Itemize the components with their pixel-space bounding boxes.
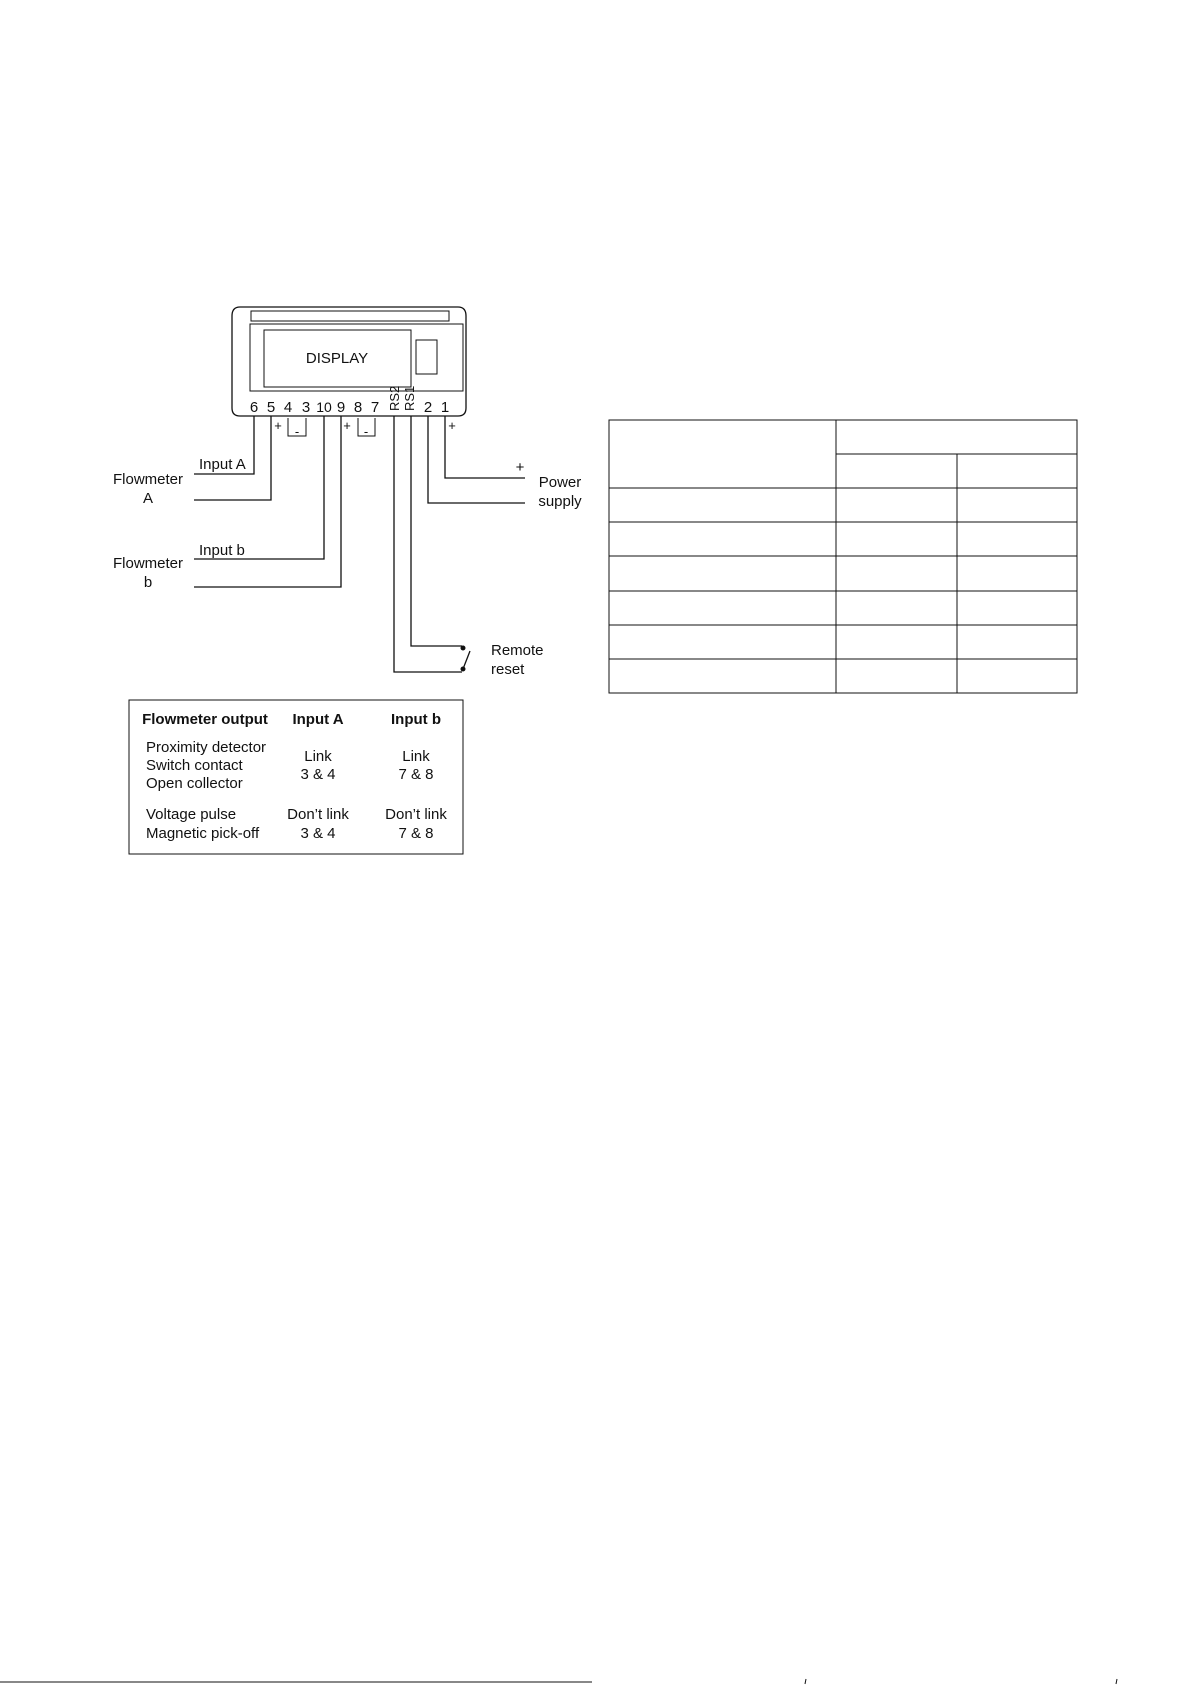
- terminal-6-label: 6: [249, 399, 259, 416]
- group1-input-a-terminals: 3 & 4: [300, 766, 336, 783]
- output-magnetic-pick-off: Magnetic pick-off: [146, 825, 260, 842]
- minus-sign-terminal-4: -: [294, 424, 300, 439]
- wire-power-negative: [428, 416, 525, 503]
- terminal-1-label: 1: [440, 399, 450, 416]
- empty-terminal-table: [609, 420, 1077, 693]
- remote-reset-label-line1: Remote: [491, 642, 544, 659]
- link-table-header-output: Flowmeter output: [142, 711, 268, 728]
- flowmeter-b-label-line2: b: [143, 574, 153, 591]
- wire-remote-reset-rs1: [411, 416, 462, 646]
- flowmeter-b-label-line1: Flowmeter: [112, 555, 184, 572]
- power-supply-label-line2: supply: [538, 493, 582, 510]
- group1-input-b-terminals: 7 & 8: [398, 766, 434, 783]
- plus-sign-terminal-1: +: [448, 418, 456, 433]
- terminal-2-label: 2: [423, 399, 433, 416]
- terminal-8-label: 8: [353, 399, 363, 416]
- flowmeter-a-label-line1: Flowmeter: [112, 471, 184, 488]
- display-top-strip: [251, 311, 449, 321]
- remote-reset-switch: [461, 646, 471, 672]
- input-a-label: Input A: [199, 456, 246, 473]
- terminal-labels: [250, 386, 449, 416]
- wire-input-b-signal: [194, 416, 324, 559]
- terminal-rs2-label: RS2: [387, 385, 402, 411]
- wire-power-positive: [445, 416, 525, 478]
- output-switch-contact: Switch contact: [146, 757, 243, 774]
- group2-input-a-action: Don’t link: [287, 806, 349, 823]
- switch-contact-top: [461, 646, 466, 651]
- flowmeter-a-label-line2: A: [142, 490, 154, 507]
- terminal-4-label: 4: [283, 399, 293, 416]
- power-plus-sign: +: [515, 459, 525, 476]
- display-button: [416, 340, 437, 374]
- field-labels: [113, 456, 582, 678]
- minus-sign-terminal-8: -: [363, 424, 369, 439]
- link-table-header-input-a: Input A: [292, 711, 344, 728]
- group1-input-b-action: Link: [402, 748, 430, 765]
- output-voltage-pulse: Voltage pulse: [146, 806, 237, 823]
- input-b-label: Input b: [199, 542, 245, 559]
- remote-reset-label-line2: reset: [491, 661, 525, 678]
- terminal-10-label: 10: [316, 399, 332, 415]
- terminal-9-label: 9: [336, 399, 346, 416]
- terminal-7-label: 7: [370, 399, 380, 416]
- group2-input-b-action: Don’t link: [385, 806, 447, 823]
- group2-input-b-terminals: 7 & 8: [398, 825, 434, 842]
- link-selection-table: [129, 700, 463, 854]
- output-proximity-detector: Proximity detector: [146, 739, 267, 756]
- display-label: DISPLAY: [305, 350, 369, 367]
- plus-sign-terminal-5: +: [274, 418, 282, 433]
- terminal-rs1-label: RS1: [402, 385, 417, 411]
- terminal-5-label: 5: [266, 399, 276, 416]
- power-supply-label-line1: Power: [538, 474, 582, 491]
- terminal-3-label: 3: [301, 399, 311, 416]
- output-open-collector: Open collector: [146, 775, 243, 792]
- group1-input-a-action: Link: [304, 748, 332, 765]
- page-footer: [0, 1679, 1117, 1684]
- link-table-header-input-b: Input b: [391, 711, 441, 728]
- group2-input-a-terminals: 3 & 4: [300, 825, 336, 842]
- switch-lever: [463, 651, 470, 669]
- plus-sign-terminal-9: +: [343, 418, 351, 433]
- footer-tick-1: [805, 1679, 806, 1684]
- wire-input-b-supply: [194, 416, 341, 587]
- footer-tick-2: [1116, 1679, 1117, 1684]
